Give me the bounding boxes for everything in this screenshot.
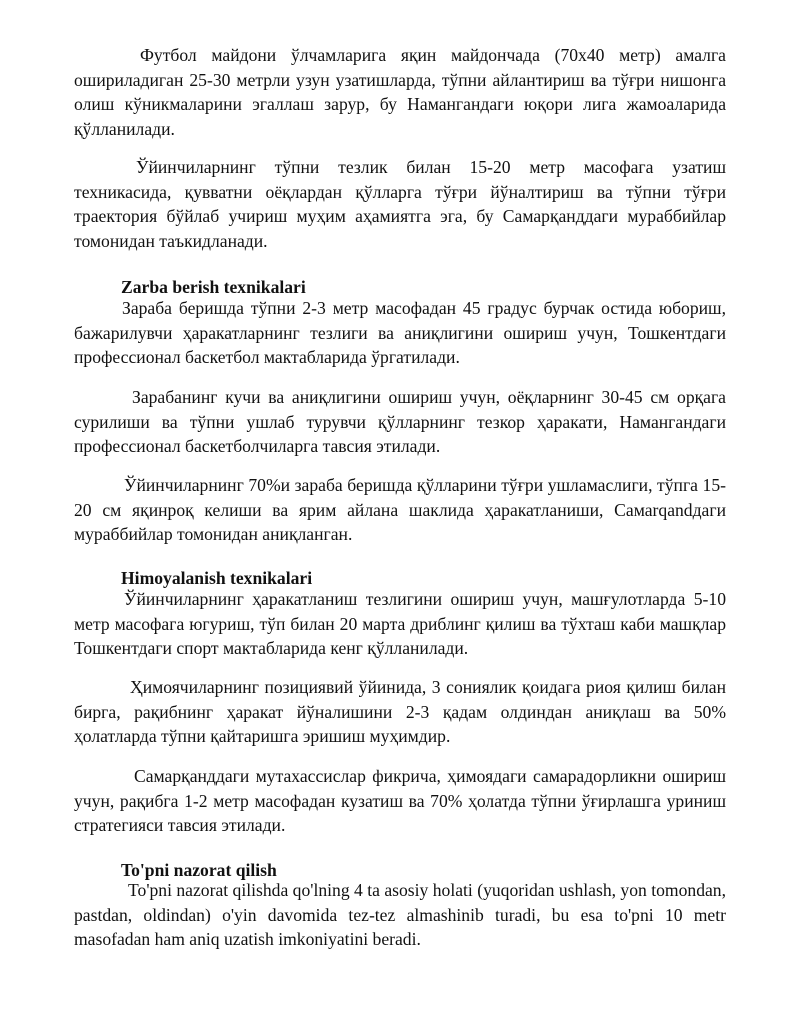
- section-heading: To'pni nazorat qilish: [121, 860, 277, 880]
- section-heading: Zarba berish texnikalari: [121, 277, 306, 297]
- paragraph: Ўйинчиларнинг ҳаракатланиш тезлигини ошириш учун, машғулотларда 5-10 метр масофага югуриш, тўп билан 20 марта дриблинг қилиш ва тўхташ каби машқлар Тошкентдаги спорт мактабларида кенг қўлланилади.: [74, 589, 726, 659]
- paragraph: Ўйинчиларнинг 70%и зараба беришда қўлларини тўғри ушламаслиги, тўпга 15-20 см яқинроқ келиши ва ярим айлана шаклида ҳаракатланиши, Самаrqandдаги мураббийлар томонидан аниқланган.: [74, 475, 726, 545]
- paragraph: Ҳимоячиларнинг позициявий ўйинида, 3 сониялик қоидага риоя қилиш билан бирга, рақибнинг ҳаракат йўналишини 2-3 қадам олдиндан аниқлаш ва 50% ҳолатларда тўпни қайтаришга эришиш муҳимдир.: [74, 677, 726, 747]
- paragraph: Ўйинчиларнинг тўпни тезлик билан 15-20 метр масофага узатиш техникасида, қувватни оёқлардан қўлларга тўғри йўналтириш ва тўпни тўғри траектория бўйлаб учириш муҳим аҳамиятга эга, бу Самарқанддаги мураббийлар томонидан таъкидланади.: [74, 157, 726, 251]
- paragraph: Футбол майдони ўлчамларига яқин майдончада (70х40 метр) амалга ошириладиган 25-30 метрли узун узатишларда, тўпни айлантириш ва тўғри нишонга олиш кўникмаларини эгаллаш зарур, бу Намангандаги юқори лига жамоаларида қўлланилади.: [74, 45, 726, 139]
- paragraph: Самарқанддаги мутахассислар фикрича, ҳимоядаги самарадорликни ошириш учун, рақибга 1-2 метр масофадан кузатиш ва 70% ҳолатда тўпни ўғирлашга уриниш стратегияси тавсия этилади.: [74, 766, 726, 836]
- section-heading: Himoyalanish texnikalari: [121, 568, 313, 588]
- paragraph: Зараба беришда тўпни 2-3 метр масофадан 45 градус бурчак остида юбориш, бажарилувчи ҳаракатларнинг тезлиги ва аниқлигини ошириш учун, Тошкентдаги профессионал баскетбол мактабларида ўргатилади.: [74, 298, 726, 368]
- paragraph: Зарабанинг кучи ва аниқлигини ошириш учун, оёқларнинг 30-45 см орқага сурилиши ва тўпни ушлаб турувчи қўлларнинг тезкор ҳаракати, Намангандаги профессионал баскетболчиларга тавсия этилади.: [74, 387, 726, 457]
- paragraph: To'pni nazorat qilishda qo'lning 4 ta asosiy holati (yuqoridan ushlash, yon tomondan, pastdan, oldindan) o'yin davomida tez-tez almashinib turadi, bu esa to'pni 10 metr masofadan ham aniq uzatish imkoniyatini beradi.: [74, 880, 726, 950]
